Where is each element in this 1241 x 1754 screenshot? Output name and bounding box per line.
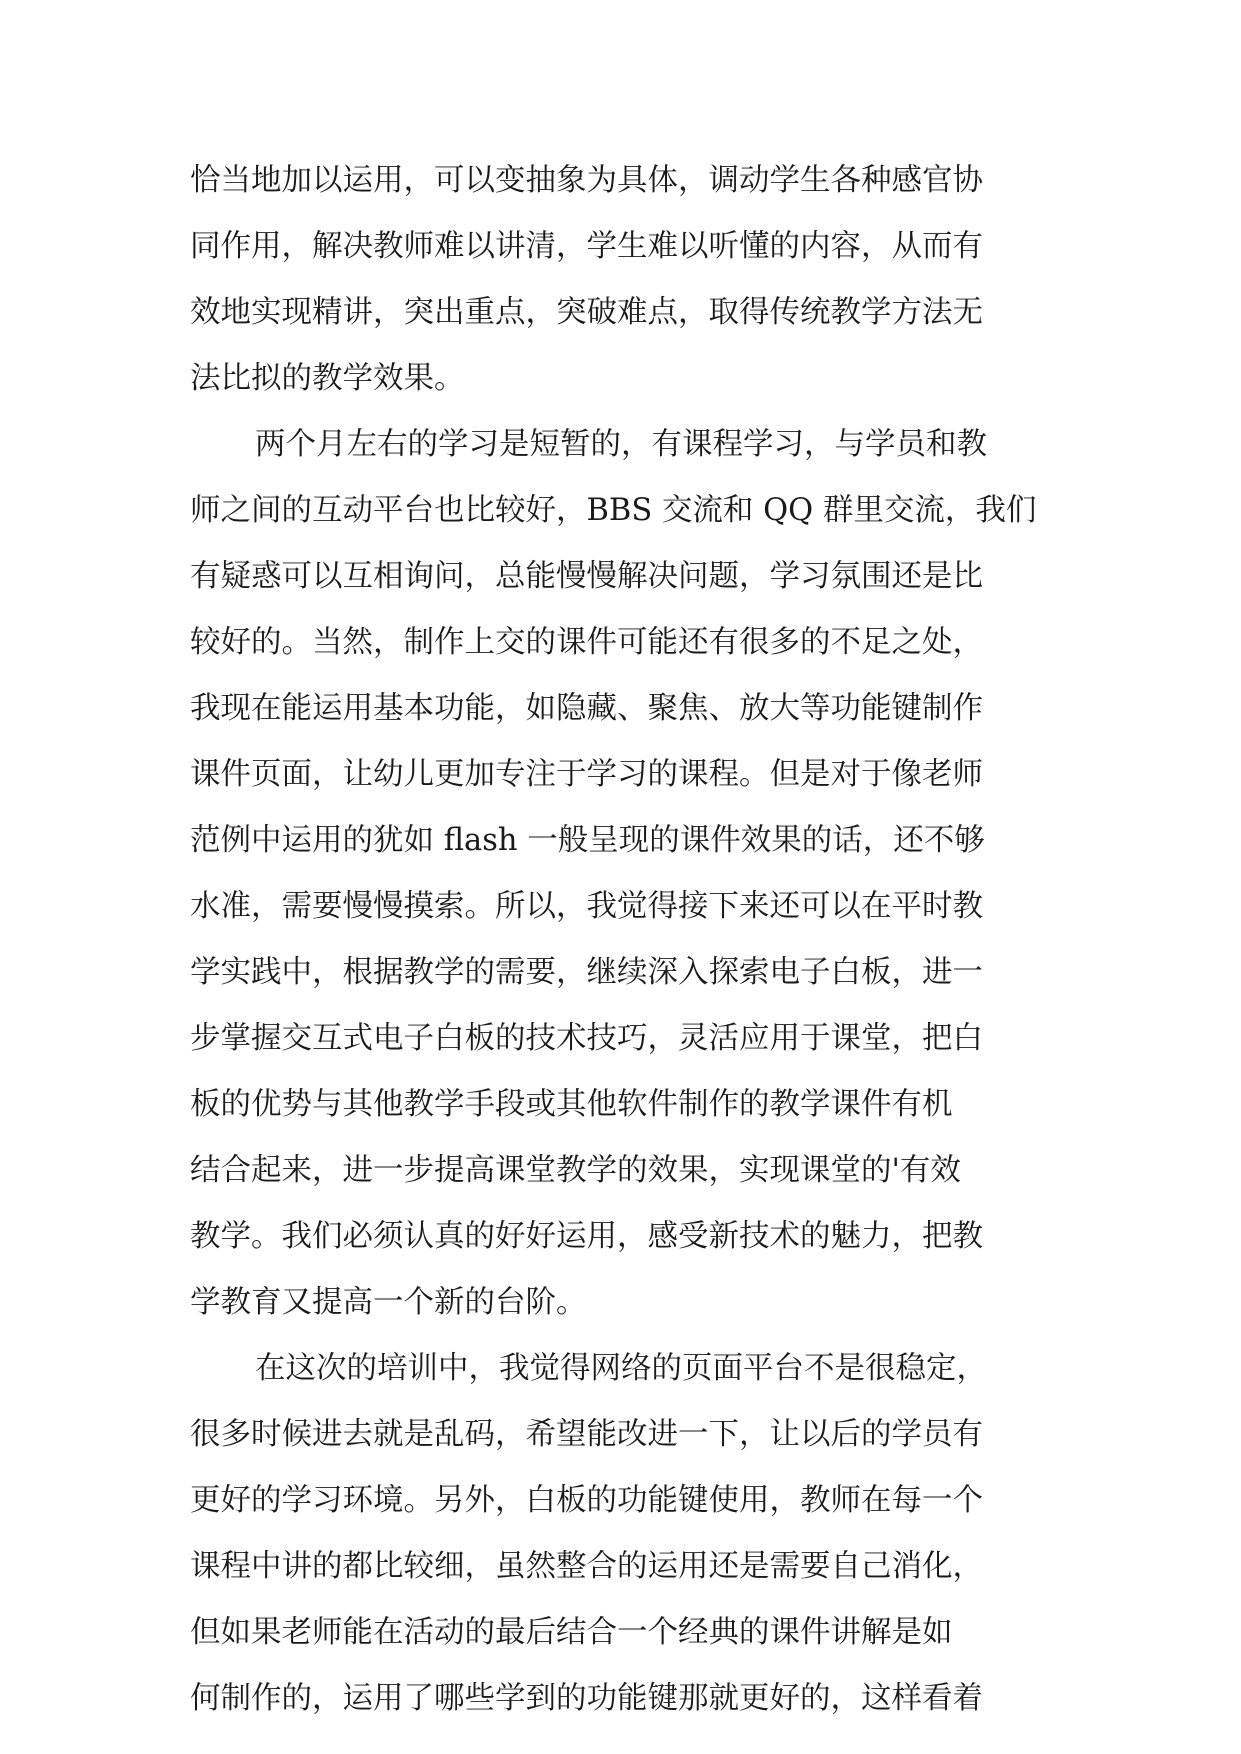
- text-line: 水准，需要慢慢摸索。所以，我觉得接下来还可以在平时教: [190, 889, 983, 924]
- text-line: 范例中运用的犹如 flash 一般呈现的课件效果的话，还不够: [190, 823, 985, 858]
- text-line: 较好的。当然，制作上交的课件可能还有很多的不足之处，: [190, 625, 983, 660]
- text-line: 但如果老师能在活动的最后结合一个经典的课件讲解是如: [190, 1615, 953, 1650]
- text-line: 恰当地加以运用，可以变抽象为具体，调动学生各种感官协: [190, 163, 983, 198]
- text-line: 板的优势与其他教学手段或其他软件制作的教学课件有机: [190, 1087, 953, 1122]
- text-line: 更好的学习环境。另外，白板的功能键使用，教师在每一个: [190, 1483, 983, 1518]
- text-line: 我现在能运用基本功能，如隐藏、聚焦、放大等功能键制作: [190, 691, 983, 726]
- text-line: 课件页面，让幼儿更加专注于学习的课程。但是对于像老师: [190, 757, 983, 792]
- text-line: 学实践中，根据教学的需要，继续深入探索电子白板，进一: [190, 955, 983, 990]
- text-line: 同作用，解决教师难以讲清，学生难以听懂的内容，从而有: [190, 229, 983, 264]
- text-line: 教学。我们必须认真的好好运用，感受新技术的魅力，把教: [190, 1219, 983, 1254]
- text-line: 结合起来，进一步提高课堂教学的效果，实现课堂的'有效: [190, 1153, 961, 1188]
- text-line: 有疑惑可以互相询问，总能慢慢解决问题，学习氛围还是比: [190, 559, 983, 594]
- text-line: 学教育又提高一个新的台阶。: [190, 1285, 587, 1320]
- text-line: 何制作的，运用了哪些学到的功能键那就更好的，这样看着: [190, 1681, 983, 1716]
- paragraph-first-line: 在这次的培训中，我觉得网络的页面平台不是很稳定，: [255, 1351, 987, 1386]
- text-line: 师之间的互动平台也比较好，BBS 交流和 QQ 群里交流，我们: [190, 493, 1037, 528]
- text-line: 步掌握交互式电子白板的技术技巧，灵活应用于课堂，把白: [190, 1021, 983, 1056]
- text-line: 效地实现精讲，突出重点，突破难点，取得传统教学方法无: [190, 295, 983, 330]
- text-line: 课程中讲的都比较细，虽然整合的运用还是需要自己消化，: [190, 1549, 983, 1584]
- text-line: 很多时候进去就是乱码，希望能改进一下，让以后的学员有: [190, 1417, 983, 1452]
- paragraph-first-line: 两个月左右的学习是短暂的，有课程学习，与学员和教: [255, 427, 987, 462]
- text-line: 法比拟的教学效果。: [190, 361, 465, 396]
